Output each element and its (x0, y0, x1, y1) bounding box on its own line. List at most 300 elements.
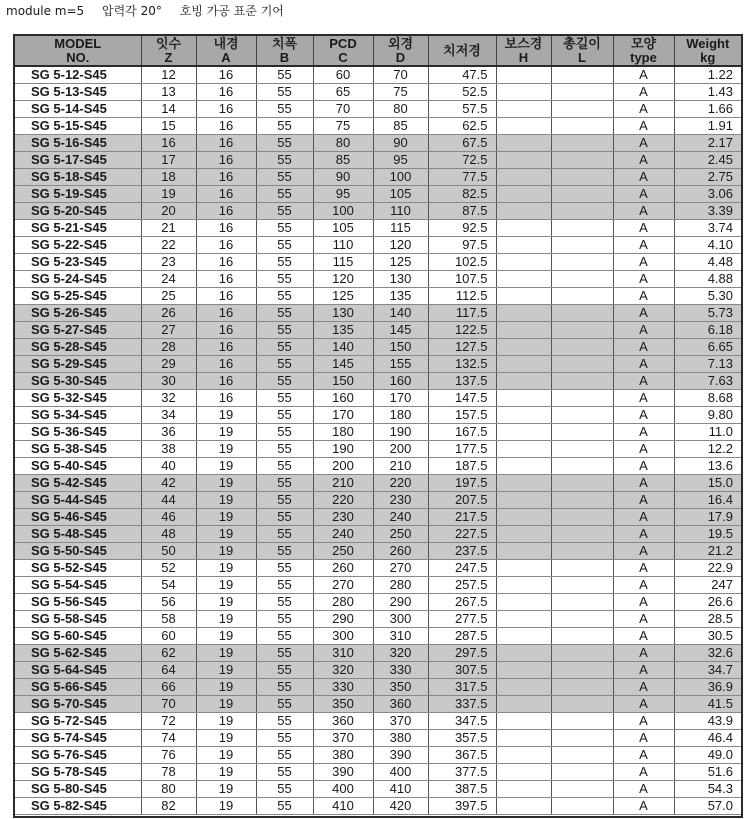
cell-boss-dia (496, 186, 551, 203)
cell-bore: 19 (196, 543, 256, 560)
cell-face-width: 55 (256, 186, 313, 203)
cell-face-width: 55 (256, 713, 313, 730)
cell-outer-dia: 240 (373, 509, 428, 526)
cell-root-dia: 117.5 (428, 305, 496, 322)
cell-shape-type: A (613, 271, 674, 288)
header-teeth (141, 36, 196, 66)
cell-teeth: 50 (141, 543, 196, 560)
cell-boss-dia (496, 492, 551, 509)
cell-pcd: 230 (313, 509, 373, 526)
cell-root-dia: 102.5 (428, 254, 496, 271)
cell-teeth: 76 (141, 747, 196, 764)
cell-weight: 41.5 (674, 696, 741, 713)
cell-face-width: 55 (256, 84, 313, 101)
cell-teeth: 15 (141, 118, 196, 135)
cell-total-length (551, 781, 613, 798)
cell-face-width: 55 (256, 101, 313, 118)
cell-pcd: 135 (313, 322, 373, 339)
cell-model: SG 5-13-S45 (15, 84, 141, 101)
header-shape-type-label: 모양 (630, 36, 657, 51)
cell-bore: 19 (196, 475, 256, 492)
cell-weight: 26.6 (674, 594, 741, 611)
cell-root-dia: 77.5 (428, 169, 496, 186)
cell-bore: 19 (196, 424, 256, 441)
cell-teeth: 22 (141, 237, 196, 254)
table-row (15, 237, 741, 254)
cell-teeth: 60 (141, 628, 196, 645)
cell-outer-dia: 330 (373, 662, 428, 679)
cell-pcd: 390 (313, 764, 373, 781)
cell-root-dia: 122.5 (428, 322, 496, 339)
cell-total-length (551, 475, 613, 492)
cell-total-length (551, 356, 613, 373)
cell-root-dia: 92.5 (428, 220, 496, 237)
cell-face-width: 55 (256, 747, 313, 764)
header-pcd-label: PCD (329, 36, 357, 51)
cell-root-dia: 227.5 (428, 526, 496, 543)
cell-shape-type: A (613, 220, 674, 237)
cell-boss-dia (496, 577, 551, 594)
cell-model: SG 5-38-S45 (15, 441, 141, 458)
cell-root-dia: 317.5 (428, 679, 496, 696)
cell-outer-dia: 150 (373, 339, 428, 356)
cell-boss-dia (496, 271, 551, 288)
cell-model: SG 5-22-S45 (15, 237, 141, 254)
cell-pcd: 95 (313, 186, 373, 203)
cell-shape-type: A (613, 186, 674, 203)
cell-root-dia: 237.5 (428, 543, 496, 560)
cell-root-dia: 177.5 (428, 441, 496, 458)
cell-teeth: 42 (141, 475, 196, 492)
cell-total-length (551, 458, 613, 475)
header-bore (196, 36, 256, 66)
cell-total-length (551, 696, 613, 713)
cell-total-length (551, 645, 613, 662)
cell-shape-type: A (613, 730, 674, 747)
cell-teeth: 25 (141, 288, 196, 305)
cell-boss-dia (496, 135, 551, 152)
cell-face-width: 55 (256, 305, 313, 322)
cell-root-dia: 277.5 (428, 611, 496, 628)
cell-model: SG 5-24-S45 (15, 271, 141, 288)
cell-boss-dia (496, 560, 551, 577)
cell-teeth: 17 (141, 152, 196, 169)
cell-boss-dia (496, 628, 551, 645)
cell-weight: 2.45 (674, 152, 741, 169)
cell-boss-dia (496, 645, 551, 662)
cell-weight: 4.88 (674, 271, 741, 288)
cell-bore: 19 (196, 798, 256, 815)
table-row (15, 169, 741, 186)
cell-shape-type: A (613, 458, 674, 475)
cell-bore: 16 (196, 322, 256, 339)
cell-outer-dia: 290 (373, 594, 428, 611)
cell-outer-dia: 70 (373, 66, 428, 84)
cell-model: SG 5-30-S45 (15, 373, 141, 390)
cell-root-dia: 247.5 (428, 560, 496, 577)
cell-outer-dia: 190 (373, 424, 428, 441)
cell-boss-dia (496, 747, 551, 764)
cell-model: SG 5-40-S45 (15, 458, 141, 475)
table-row (15, 356, 741, 373)
cell-shape-type: A (613, 611, 674, 628)
cell-pcd: 220 (313, 492, 373, 509)
header-outer-dia-symbol: D (395, 50, 406, 65)
cell-model: SG 5-27-S45 (15, 322, 141, 339)
cell-outer-dia: 170 (373, 390, 428, 407)
cell-face-width: 55 (256, 560, 313, 577)
cell-root-dia: 72.5 (428, 152, 496, 169)
table-row (15, 271, 741, 288)
cell-shape-type: A (613, 696, 674, 713)
cell-model: SG 5-48-S45 (15, 526, 141, 543)
cell-face-width: 55 (256, 492, 313, 509)
cell-teeth: 30 (141, 373, 196, 390)
cell-total-length (551, 322, 613, 339)
table-row (15, 594, 741, 611)
table-row (15, 781, 741, 798)
cell-weight: 2.17 (674, 135, 741, 152)
cell-pcd: 170 (313, 407, 373, 424)
cell-bore: 16 (196, 169, 256, 186)
cell-teeth: 56 (141, 594, 196, 611)
cell-shape-type: A (613, 84, 674, 101)
cell-weight: 36.9 (674, 679, 741, 696)
cell-outer-dia: 125 (373, 254, 428, 271)
cell-bore: 16 (196, 135, 256, 152)
cell-model: SG 5-21-S45 (15, 220, 141, 237)
cell-weight: 5.30 (674, 288, 741, 305)
cell-face-width: 55 (256, 798, 313, 815)
cell-outer-dia: 310 (373, 628, 428, 645)
cell-shape-type: A (613, 322, 674, 339)
cell-model: SG 5-60-S45 (15, 628, 141, 645)
header-bore-label: 내경 (213, 36, 239, 51)
cell-root-dia: 287.5 (428, 628, 496, 645)
cell-total-length (551, 747, 613, 764)
cell-shape-type: A (613, 492, 674, 509)
cell-teeth: 82 (141, 798, 196, 815)
cell-pcd: 350 (313, 696, 373, 713)
table-row (15, 662, 741, 679)
cell-teeth: 64 (141, 662, 196, 679)
cell-outer-dia: 180 (373, 407, 428, 424)
cell-pcd: 75 (313, 118, 373, 135)
cell-model: SG 5-58-S45 (15, 611, 141, 628)
cell-pcd: 145 (313, 356, 373, 373)
table-row (15, 84, 741, 101)
cell-teeth: 28 (141, 339, 196, 356)
cell-pcd: 100 (313, 203, 373, 220)
cell-weight: 1.43 (674, 84, 741, 101)
cell-face-width: 55 (256, 458, 313, 475)
cell-bore: 19 (196, 662, 256, 679)
cell-weight: 247 (674, 577, 741, 594)
cell-total-length (551, 407, 613, 424)
cell-root-dia: 67.5 (428, 135, 496, 152)
table-row (15, 798, 741, 815)
table-row (15, 118, 741, 135)
cell-boss-dia (496, 611, 551, 628)
cell-model: SG 5-46-S45 (15, 509, 141, 526)
cell-root-dia: 62.5 (428, 118, 496, 135)
cell-bore: 16 (196, 271, 256, 288)
cell-pcd: 190 (313, 441, 373, 458)
cell-teeth: 80 (141, 781, 196, 798)
cell-boss-dia (496, 543, 551, 560)
cell-bore: 19 (196, 577, 256, 594)
cell-shape-type: A (613, 560, 674, 577)
header-weight-label: Weight (686, 36, 730, 51)
cell-root-dia: 82.5 (428, 186, 496, 203)
cell-bore: 19 (196, 679, 256, 696)
cell-boss-dia (496, 509, 551, 526)
table-row (15, 492, 741, 509)
table-row (15, 424, 741, 441)
cell-bore: 16 (196, 152, 256, 169)
table-row (15, 135, 741, 152)
cell-root-dia: 47.5 (428, 66, 496, 84)
cell-outer-dia: 145 (373, 322, 428, 339)
cell-model: SG 5-36-S45 (15, 424, 141, 441)
cell-teeth: 66 (141, 679, 196, 696)
cell-shape-type: A (613, 713, 674, 730)
cell-outer-dia: 130 (373, 271, 428, 288)
cell-outer-dia: 260 (373, 543, 428, 560)
cell-root-dia: 197.5 (428, 475, 496, 492)
cell-face-width: 55 (256, 509, 313, 526)
cell-weight: 8.68 (674, 390, 741, 407)
cell-face-width: 55 (256, 679, 313, 696)
cell-boss-dia (496, 356, 551, 373)
cell-pcd: 370 (313, 730, 373, 747)
cell-face-width: 55 (256, 441, 313, 458)
cell-boss-dia (496, 407, 551, 424)
cell-bore: 16 (196, 305, 256, 322)
cell-weight: 32.6 (674, 645, 741, 662)
cell-boss-dia (496, 169, 551, 186)
cell-bore: 19 (196, 458, 256, 475)
cell-pcd: 130 (313, 305, 373, 322)
cell-model: SG 5-15-S45 (15, 118, 141, 135)
cell-outer-dia: 320 (373, 645, 428, 662)
cell-shape-type: A (613, 424, 674, 441)
spec-table-frame (13, 34, 743, 818)
cell-total-length (551, 424, 613, 441)
cell-pcd: 310 (313, 645, 373, 662)
header-pcd-symbol: C (338, 50, 348, 65)
cell-total-length (551, 390, 613, 407)
cell-shape-type: A (613, 781, 674, 798)
cell-total-length (551, 169, 613, 186)
cell-root-dia: 157.5 (428, 407, 496, 424)
cell-shape-type: A (613, 373, 674, 390)
table-row (15, 696, 741, 713)
cell-root-dia: 137.5 (428, 373, 496, 390)
table-row (15, 186, 741, 203)
cell-weight: 2.75 (674, 169, 741, 186)
cell-teeth: 62 (141, 645, 196, 662)
cell-teeth: 12 (141, 66, 196, 84)
cell-face-width: 55 (256, 645, 313, 662)
cell-root-dia: 297.5 (428, 645, 496, 662)
cell-shape-type: A (613, 135, 674, 152)
cell-outer-dia: 140 (373, 305, 428, 322)
cell-weight: 34.7 (674, 662, 741, 679)
table-row (15, 390, 741, 407)
cell-outer-dia: 105 (373, 186, 428, 203)
table-row (15, 152, 741, 169)
cell-model: SG 5-44-S45 (15, 492, 141, 509)
cell-boss-dia (496, 339, 551, 356)
cell-weight: 57.0 (674, 798, 741, 815)
cell-model: SG 5-74-S45 (15, 730, 141, 747)
cell-boss-dia (496, 237, 551, 254)
cell-teeth: 54 (141, 577, 196, 594)
cell-shape-type: A (613, 679, 674, 696)
cell-face-width: 55 (256, 543, 313, 560)
cell-boss-dia (496, 373, 551, 390)
table-row (15, 373, 741, 390)
cell-weight: 43.9 (674, 713, 741, 730)
cell-root-dia: 107.5 (428, 271, 496, 288)
cell-shape-type: A (613, 254, 674, 271)
cell-total-length (551, 305, 613, 322)
cell-root-dia: 397.5 (428, 798, 496, 815)
cell-pcd: 90 (313, 169, 373, 186)
cell-face-width: 55 (256, 118, 313, 135)
cell-total-length (551, 594, 613, 611)
cell-shape-type: A (613, 645, 674, 662)
table-row (15, 645, 741, 662)
cell-outer-dia: 400 (373, 764, 428, 781)
cell-total-length (551, 254, 613, 271)
cell-face-width: 55 (256, 135, 313, 152)
cell-pcd: 280 (313, 594, 373, 611)
cell-face-width: 55 (256, 271, 313, 288)
cell-model: SG 5-54-S45 (15, 577, 141, 594)
table-row (15, 730, 741, 747)
cell-outer-dia: 80 (373, 101, 428, 118)
cell-weight: 54.3 (674, 781, 741, 798)
cell-weight: 3.39 (674, 203, 741, 220)
cell-boss-dia (496, 475, 551, 492)
cell-teeth: 38 (141, 441, 196, 458)
cell-boss-dia (496, 84, 551, 101)
cell-outer-dia: 90 (373, 135, 428, 152)
table-row (15, 679, 741, 696)
cell-pcd: 250 (313, 543, 373, 560)
cell-weight: 7.13 (674, 356, 741, 373)
cell-boss-dia (496, 101, 551, 118)
cell-pcd: 160 (313, 390, 373, 407)
cell-weight: 22.9 (674, 560, 741, 577)
cell-boss-dia (496, 696, 551, 713)
cell-root-dia: 357.5 (428, 730, 496, 747)
cell-pcd: 290 (313, 611, 373, 628)
header-model-symbol: NO. (66, 50, 90, 65)
cell-root-dia: 57.5 (428, 101, 496, 118)
cell-weight: 13.6 (674, 458, 741, 475)
table-row (15, 441, 741, 458)
cell-weight: 3.06 (674, 186, 741, 203)
cell-pcd: 115 (313, 254, 373, 271)
cell-model: SG 5-12-S45 (15, 66, 141, 84)
cell-pcd: 300 (313, 628, 373, 645)
cell-face-width: 55 (256, 407, 313, 424)
cell-model: SG 5-29-S45 (15, 356, 141, 373)
cell-bore: 16 (196, 356, 256, 373)
cell-boss-dia (496, 441, 551, 458)
cell-weight: 51.6 (674, 764, 741, 781)
cell-weight: 6.65 (674, 339, 741, 356)
cell-outer-dia: 120 (373, 237, 428, 254)
cell-model: SG 5-80-S45 (15, 781, 141, 798)
cell-bore: 16 (196, 220, 256, 237)
cell-total-length (551, 118, 613, 135)
cell-pcd: 180 (313, 424, 373, 441)
cell-bore: 16 (196, 237, 256, 254)
cell-model: SG 5-64-S45 (15, 662, 141, 679)
cell-model: SG 5-56-S45 (15, 594, 141, 611)
cell-shape-type: A (613, 577, 674, 594)
cell-outer-dia: 230 (373, 492, 428, 509)
cell-shape-type: A (613, 509, 674, 526)
cell-face-width: 55 (256, 781, 313, 798)
cell-model: SG 5-14-S45 (15, 101, 141, 118)
table-row (15, 611, 741, 628)
cell-model: SG 5-66-S45 (15, 679, 141, 696)
cell-outer-dia: 75 (373, 84, 428, 101)
cell-boss-dia (496, 730, 551, 747)
cell-bore: 16 (196, 66, 256, 84)
cell-total-length (551, 611, 613, 628)
cell-teeth: 27 (141, 322, 196, 339)
cell-weight: 4.10 (674, 237, 741, 254)
header-shape-type (613, 36, 674, 66)
cell-pcd: 270 (313, 577, 373, 594)
spec-table (15, 36, 741, 815)
cell-outer-dia: 270 (373, 560, 428, 577)
cell-root-dia: 127.5 (428, 339, 496, 356)
cell-bore: 19 (196, 645, 256, 662)
header-root-dia (428, 36, 496, 66)
cell-model: SG 5-20-S45 (15, 203, 141, 220)
cell-outer-dia: 300 (373, 611, 428, 628)
cell-teeth: 78 (141, 764, 196, 781)
cell-face-width: 55 (256, 475, 313, 492)
cell-bore: 19 (196, 492, 256, 509)
cell-face-width: 55 (256, 322, 313, 339)
cell-teeth: 14 (141, 101, 196, 118)
cell-face-width: 55 (256, 390, 313, 407)
cell-shape-type: A (613, 356, 674, 373)
cell-weight: 3.74 (674, 220, 741, 237)
pressure-angle-label: 압력각 20° (102, 4, 162, 18)
cell-pcd: 210 (313, 475, 373, 492)
cell-total-length (551, 237, 613, 254)
cell-teeth: 46 (141, 509, 196, 526)
cell-weight: 5.73 (674, 305, 741, 322)
header-boss-dia (496, 36, 551, 66)
cell-boss-dia (496, 322, 551, 339)
table-row (15, 254, 741, 271)
cell-outer-dia: 220 (373, 475, 428, 492)
table-row (15, 526, 741, 543)
cell-shape-type: A (613, 66, 674, 84)
cell-total-length (551, 220, 613, 237)
cell-boss-dia (496, 798, 551, 815)
